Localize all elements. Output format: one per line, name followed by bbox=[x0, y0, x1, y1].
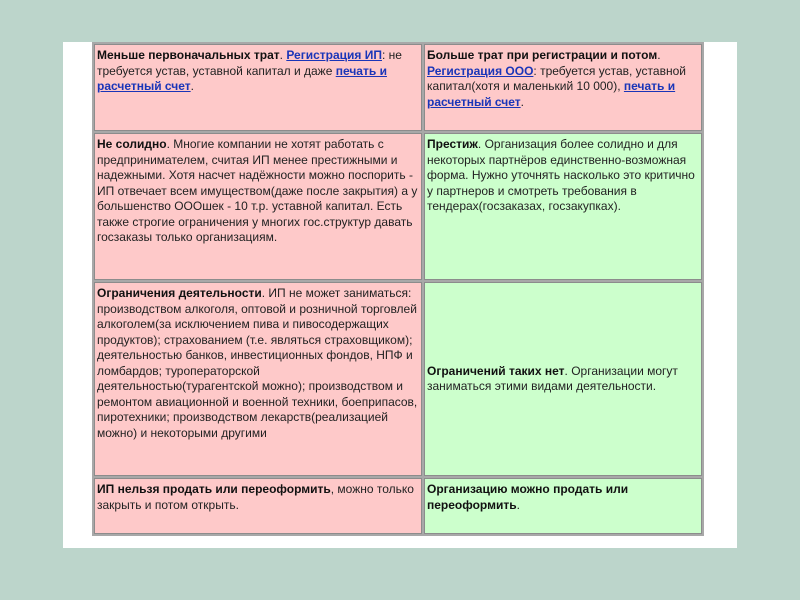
cell-text: , можно только закрыть и потом открыть. bbox=[97, 482, 414, 512]
table-row bbox=[94, 44, 702, 131]
cell-text: . Организации могут заниматься этими видами деятельности. bbox=[427, 363, 678, 393]
cell-heading: ИП нельзя продать или переоформить bbox=[97, 482, 331, 496]
cell-ip-sale bbox=[94, 478, 422, 534]
cell-heading: Организацию можно продать или переоформить bbox=[427, 482, 629, 512]
cell-ip-restrictions bbox=[94, 282, 422, 476]
cell-heading: Престиж bbox=[427, 137, 478, 151]
table-row bbox=[94, 282, 702, 476]
cell-ooo-sale bbox=[424, 478, 702, 534]
link-seal-and-account[interactable]: печать и расчетный счет bbox=[427, 79, 676, 109]
cell-text: . bbox=[657, 48, 661, 62]
link-seal-and-account[interactable]: печать и расчетный счет bbox=[97, 63, 387, 93]
cell-text: . ИП не может заниматься: производством алкоголя, оптовой и розничной торговлей алкоголем(за исключением пива и пивосодержащих продуктов); страхованием (т.е. являться страховщиком); деятельностью банков, инвестиционных фондов, НПФ и ломбардов; туроператорской деятельностью(турагентской можно); производством и ремонтом авиационной и военной техники, боеприпасов, пиротехники; производством лекарств(реализацией можно) и некоторыми другими bbox=[97, 286, 418, 440]
cell-heading: Ограничения деятельности bbox=[97, 286, 262, 300]
table-row bbox=[94, 478, 702, 534]
cell-text: . bbox=[190, 79, 194, 93]
cell-text: : не требуется устав, уставной капитал и даже bbox=[97, 48, 402, 78]
link-registration-ip[interactable]: Регистрация ИП bbox=[286, 48, 382, 62]
cell-text: . bbox=[520, 94, 524, 109]
cell-text: . bbox=[516, 497, 520, 512]
cell-ooo-costs bbox=[424, 44, 702, 131]
cell-text: . Многие компании не хотят работать с предпринимателем, считая ИП менее престижными и надежными. Хотя насчет надёжности можно поспорить - ИП отвечает всем имуществом(даже после закрытия) а у большенство ОООшек - 10 т.р. уставной капитал. Есть также строгие ограничения у многих гос.структур давать госзаказы только организациям. bbox=[97, 137, 418, 244]
cell-ooo-restrictions bbox=[424, 282, 702, 476]
comparison-table bbox=[92, 42, 704, 536]
cell-ooo-prestige bbox=[424, 133, 702, 280]
cell-text: . bbox=[279, 48, 287, 62]
cell-ip-costs bbox=[94, 44, 422, 131]
table-row bbox=[94, 133, 702, 280]
slide bbox=[63, 42, 737, 548]
link-registration-ooo[interactable]: Регистрация ООО bbox=[427, 63, 534, 78]
cell-heading: Не солидно bbox=[97, 137, 167, 151]
cell-text: : требуется устав, уставной капитал(хотя и маленький 10 000), bbox=[427, 63, 686, 93]
cell-text: . Организация более солидно и для некоторых партнёров единственно-возможная форма. Нужно уточнять насколько это критично у партнеров и смотреть требования в тендерах(госзаказах, госзакупках). bbox=[427, 137, 695, 213]
cell-heading: Меньше первоначальных трат bbox=[97, 48, 280, 62]
cell-ip-prestige bbox=[94, 133, 422, 280]
cell-heading: Больше трат при регистрации и потом bbox=[427, 48, 658, 62]
cell-heading: Ограничений таких нет bbox=[427, 363, 565, 378]
